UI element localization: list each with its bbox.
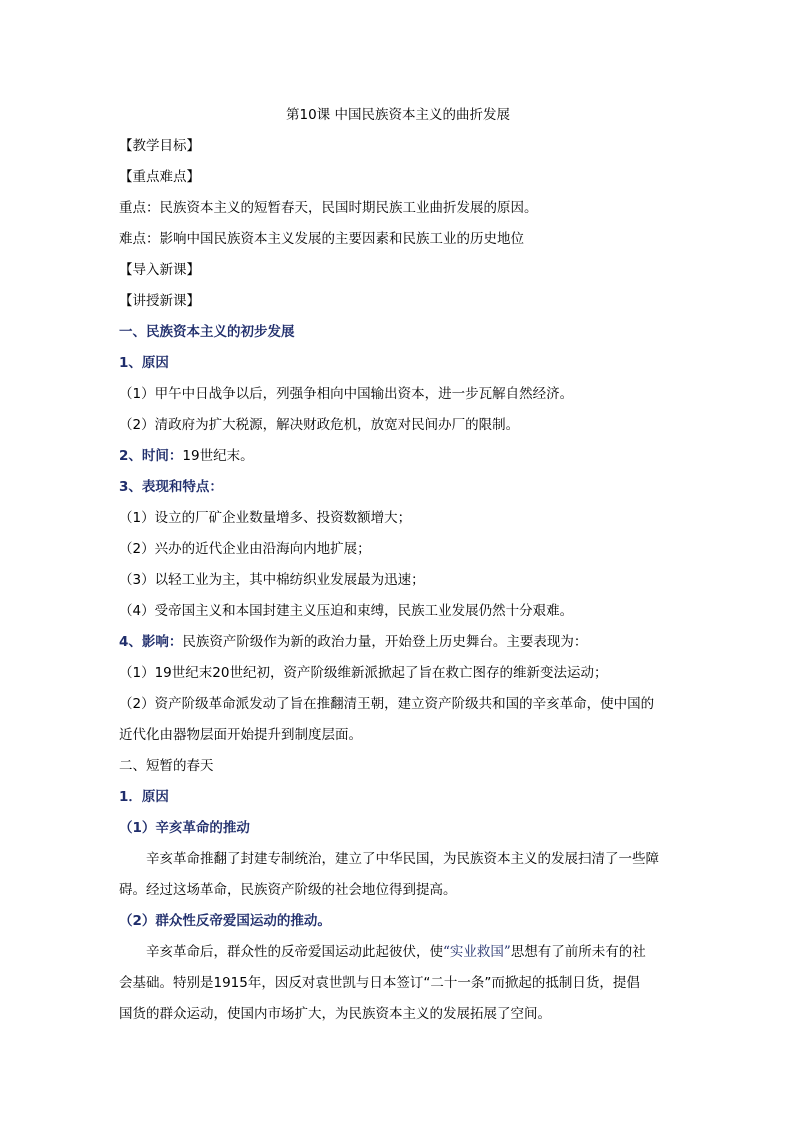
industry-saves-nation-term: “实业救国” [443,944,511,960]
time-value: 19世纪末。 [182,448,254,464]
lesson-title: 第10课 中国民族资本主义的曲折发展 [286,107,510,123]
key-point-text: 重点：民族资本主义的短暂春天，民国时期民族工业曲折发展的原因。 [119,200,538,216]
section-1-impact-2-line-a: （2）资产阶级革命派发动了旨在推翻清王朝，建立资产阶级共和国的辛亥革命，使中国的 [119,696,655,712]
section-2-title: 二、短暂的春天 [119,758,214,774]
section-1-feature-title: 3、表现和特点： [119,479,223,495]
section-2-reason-2-line-a [119,937,677,968]
section-2-reason-2-line-c: 国货的群众运动，使国内市场扩大，为民族资本主义的发展拓展了空间。 [119,1006,551,1022]
section-1-feature-1: （1）设立的厂矿企业数量增多、投资数额增大； [119,510,412,526]
section-1-impact-2-line-b: 近代化由器物层面开始提升到制度层面。 [119,727,362,743]
reason-2-text-part-1: 辛亥革命后，群众性的反帝爱国运动此起彼伏，使 [146,944,443,960]
section-2-reason-1-line-b: 碍。经过这场革命，民族资产阶级的社会地位得到提高。 [119,882,457,898]
section-1-feature-2: （2）兴办的近代企业由沿海向内地扩展； [119,541,371,557]
time-label: 2、时间： [119,448,183,464]
heading-new-lesson: 【讲授新课】 [119,293,200,309]
section-2-reason-title: 1．原因 [119,789,169,805]
section-1-reason-2: （2）清政府为扩大税源，解决财政危机，放宽对民间办厂的限制。 [119,417,520,433]
section-1-impact [119,627,677,658]
section-1-impact-1: （1）19世纪末20世纪初，资产阶级维新派掀起了旨在救亡图存的维新变法运动； [119,665,608,681]
section-2-reason-2-title: （2）群众性反帝爱国运动的推动。 [119,913,331,929]
heading-introduction: 【导入新课】 [119,262,200,278]
impact-label: 4、影响： [119,634,183,650]
reason-2-text-part-2: 思想有了前所未有的社 [510,944,646,960]
section-2-reason-1-title: （1）辛亥革命的推动 [119,820,250,836]
section-2-reason-1-line-a: 辛亥革命推翻了封建专制统治，建立了中华民国，为民族资本主义的发展扫清了一些障 [146,851,659,867]
section-1-feature-3: （3）以轻工业为主，其中棉纺织业发展最为迅速； [119,572,425,588]
document-page [119,100,677,1030]
section-2-reason-2-line-b: 会基础。特别是1915年，因反对袁世凯与日本签订“二十一条”而掀起的抵制日货，提倡 [119,975,640,991]
difficult-point-text: 难点：影响中国民族资本主义发展的主要因素和民族工业的历史地位 [119,231,524,247]
section-1-time [119,441,677,472]
section-1-reason-1: （1）甲午中日战争以后，列强争相向中国输出资本，进一步瓦解自然经济。 [119,386,574,402]
section-1-feature-4: （4）受帝国主义和本国封建主义压迫和束缚，民族工业发展仍然十分艰难。 [119,603,574,619]
heading-key-difficult-points: 【重点难点】 [119,169,200,185]
section-1-reason-title: 1、原因 [119,355,169,371]
section-1-title: 一、民族资本主义的初步发展 [119,324,295,340]
impact-value: 民族资产阶级作为新的政治力量，开始登上历史舞台。主要表现为： [182,634,588,650]
heading-teaching-goals: 【教学目标】 [119,138,200,154]
